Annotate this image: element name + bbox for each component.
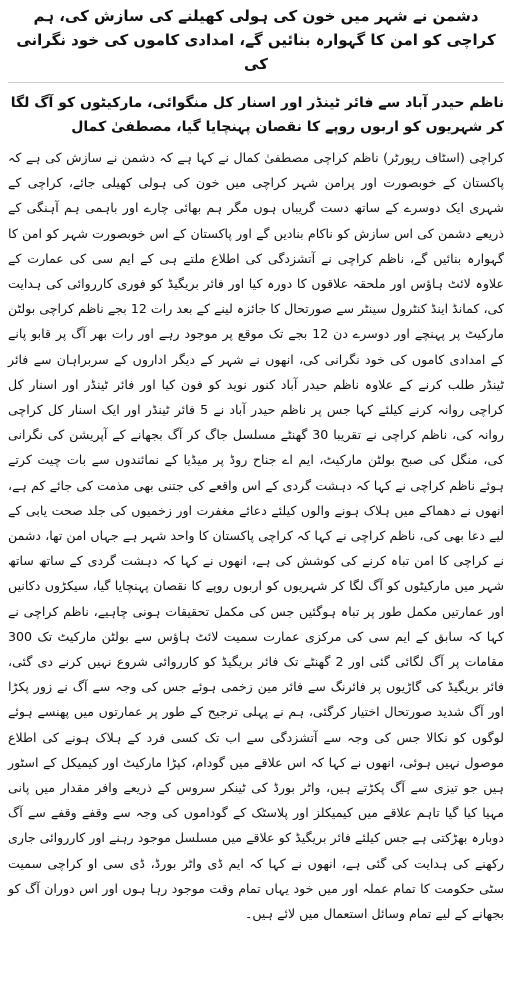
article-body: کراچی (اسٹاف رپورٹر) ناظم کراچی مصطفیٰ کمال نے کہا ہے کہ دشمن نے سازش کی ہے کہ پاکستان کے خوبصورت اور پرامن شہر کراچی میں خون کی ہولی کھیلی جائے، کراچی کے شہری ایک دوسرے کے ساتھ دست گریباں ہوں مگر ہم بھائی چارے اور باہمی ہم آہنگی کے ذریعے دشمن کی اس سازش کو ناکام بنادیں گے اور پاکستان کے اس خوبصورت شہر کو امن کا گہوارہ بنائیں گے، ناظم کراچی نے آتشزدگی کی اطلاع ملتے ہی کے ایم سی کی عمارت کے علاوہ لائٹ ہاؤس اور ملحقہ علاقوں کا دورہ کیا اور فائر بریگیڈ کو فوری کارروائی کی ہدایت کی، کمانڈ اینڈ کنٹرول سینٹر سے صورتحال کا جائزہ لینے کے بعد رات 12 بجے ناظم کراچی بولٹن مارکیٹ پر پہنچے اور دوسرے دن 12 بجے تک موقع پر موجود رہے اور رات بھر آگ پر قابو پانے کے امدادی کاموں کی خود نگرانی کی، انھوں نے شہر کے دیگر اداروں کے سربراہان سے فائر ٹینڈر طلب کرنے کے علاوہ ناظم حیدر آباد کنور نوید کو فون کیا اور فائر ٹینڈر اور اسنار کل کراچی روانہ کرنے کیلئے کہا جس پر ناظم حیدر آباد نے 5 فائر ٹینڈر اور ایک اسنار کل کراچی روانہ کی، ناظم کراچی نے تقریبا 30 گھنٹے مسلسل جاگ کر آگ بجھانے کے آپریشن کی نگرانی کی، منگل کی صبح بولٹن مارکیٹ، ایم اے جناح روڈ پر میڈیا کے نمائندوں سے بات چیت کرتے ہوئے ناظم کراچی نے کہا کہ دہشت گردی کے اس واقعے کی جتنی بھی مذمت کی جائے کم ہے، انھوں نے دھماکے میں ہلاک ہونے والوں کیلئے دعائے مغفرت اور زخمیوں کی جلد صحت یابی کے لیے دعا بھی کی، ناظم کراچی نے کہا کہ کراچی پاکستان کا واحد شہر ہے جہاں امن تھا، دشمن نے کراچی کا امن تباہ کرنے کی کوشش کی ہے، انھوں نے کہا کہ دہشت گردی کے ساتھ ساتھ شہر میں مارکیٹوں کو آگ لگا کر شہریوں کو اربوں روپے کا نقصان پہنچایا گیا، سیکڑوں دکانیں اور عمارتیں مکمل طور پر تباہ ہوگئیں جس کی مکمل تحقیقات ہونی چاہیے، ناظم کراچی نے کہا کہ سابق کے ایم سی کی مرکزی عمارت سمیت لائٹ ہاؤس سے بولٹن مارکیٹ تک 300 مقامات پر آگ لگائی گئی اور 2 گھنٹے تک فائر بریگیڈ کو کارروائی شروع نہیں کرنے دی گئی، فائر بریگیڈ کی گاڑیوں پر فائرنگ سے فائر مین زخمی ہوئے جس کی وجہ سے آگ نے زور پکڑا اور آگ شدید صورتحال اختیار کرگئی، ہم نے پہلی ترجیح کے طور پر عمارتوں میں پھنسے ہوئے لوگوں کو نکالا جس کی وجہ سے آتشزدگی سے اب تک کسی فرد کے ہلاک ہونے کی اطلاع موصول نہیں ہوئی، انھوں نے کہا کہ اس علاقے میں گودام، کپڑا مارکیٹ اور کیمیکل کے اسٹور ہیں جو تیزی سے آگ پکڑتے ہیں، واٹر بورڈ کی ٹینکر سروس کے ذریعے وافر مقدار میں پانی مہیا کیا گیا تاہم علاقے میں کیمیکلز اور پلاسٹک کے گوداموں کی وجہ سے وقفے وقفے سے آگ دوبارہ بھڑکتی ہے جس کیلئے فائر بریگیڈ کو علاقے میں مسلسل موجود رہنے اور کارروائی جاری رکھنے کی ہدایت کی گئی ہے، انھوں نے کہا کہ ایم ڈی واٹر بورڈ، ڈی سی او کراچی سمیت سٹی حکومت کا تمام عملہ اور میں خود یہاں تمام وقت موجود رہا ہوں اور اس دوران آگ کو بجھانے کے لیے تمام وسائل استعمال میں لائے ہیں۔ [8, 150, 504, 922]
article-headline: دشمن نے شہر میں خون کی ہولی کھیلنے کی سازش کی، ہم کراچی کو امن کا گہوارہ بنائیں گے، امدادی کاموں کی خود نگرانی کی [16, 7, 496, 73]
article-subheadline: ناظم حیدر آباد سے فائر ٹینڈر اور اسنار کل منگوائی، مارکیٹوں کو آگ لگا کر شہریوں کو اربوں روپے کا نقصان پہنچایا گیا، مصطفیٰ کمال [10, 95, 504, 135]
headline-divider [8, 82, 504, 83]
